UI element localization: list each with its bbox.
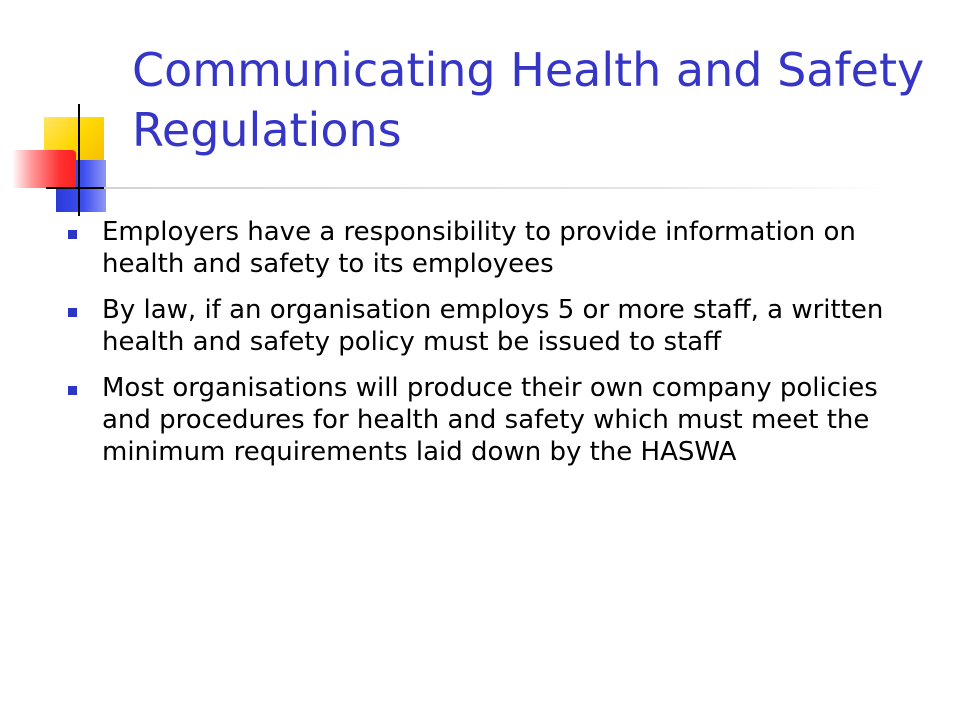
bullet-text: By law, if an organisation employs 5 or more staff, a written health and safety policy must be issued to staff: [102, 295, 884, 357]
logo-vertical-line: [78, 104, 80, 216]
bullet-item: [68, 294, 908, 358]
bullet-list: [68, 216, 908, 482]
red-square: [12, 150, 76, 188]
bullet-text: Most organisations will produce their own company policies and procedures for health and safety which must meet the minimum requirements laid down by the HASWA: [102, 373, 878, 467]
square-bullet-icon: [68, 308, 77, 317]
title-divider: [104, 187, 894, 189]
bullet-item: [68, 216, 908, 280]
square-bullet-icon: [68, 230, 77, 239]
slide-title: Communicating Health and Safety Regulations: [132, 43, 925, 157]
square-bullet-icon: [68, 386, 77, 395]
logo-horizontal-line: [46, 187, 104, 189]
bullet-text: Employers have a responsibility to provide information on health and safety to its employees: [102, 217, 856, 279]
bullet-item: [68, 372, 908, 468]
